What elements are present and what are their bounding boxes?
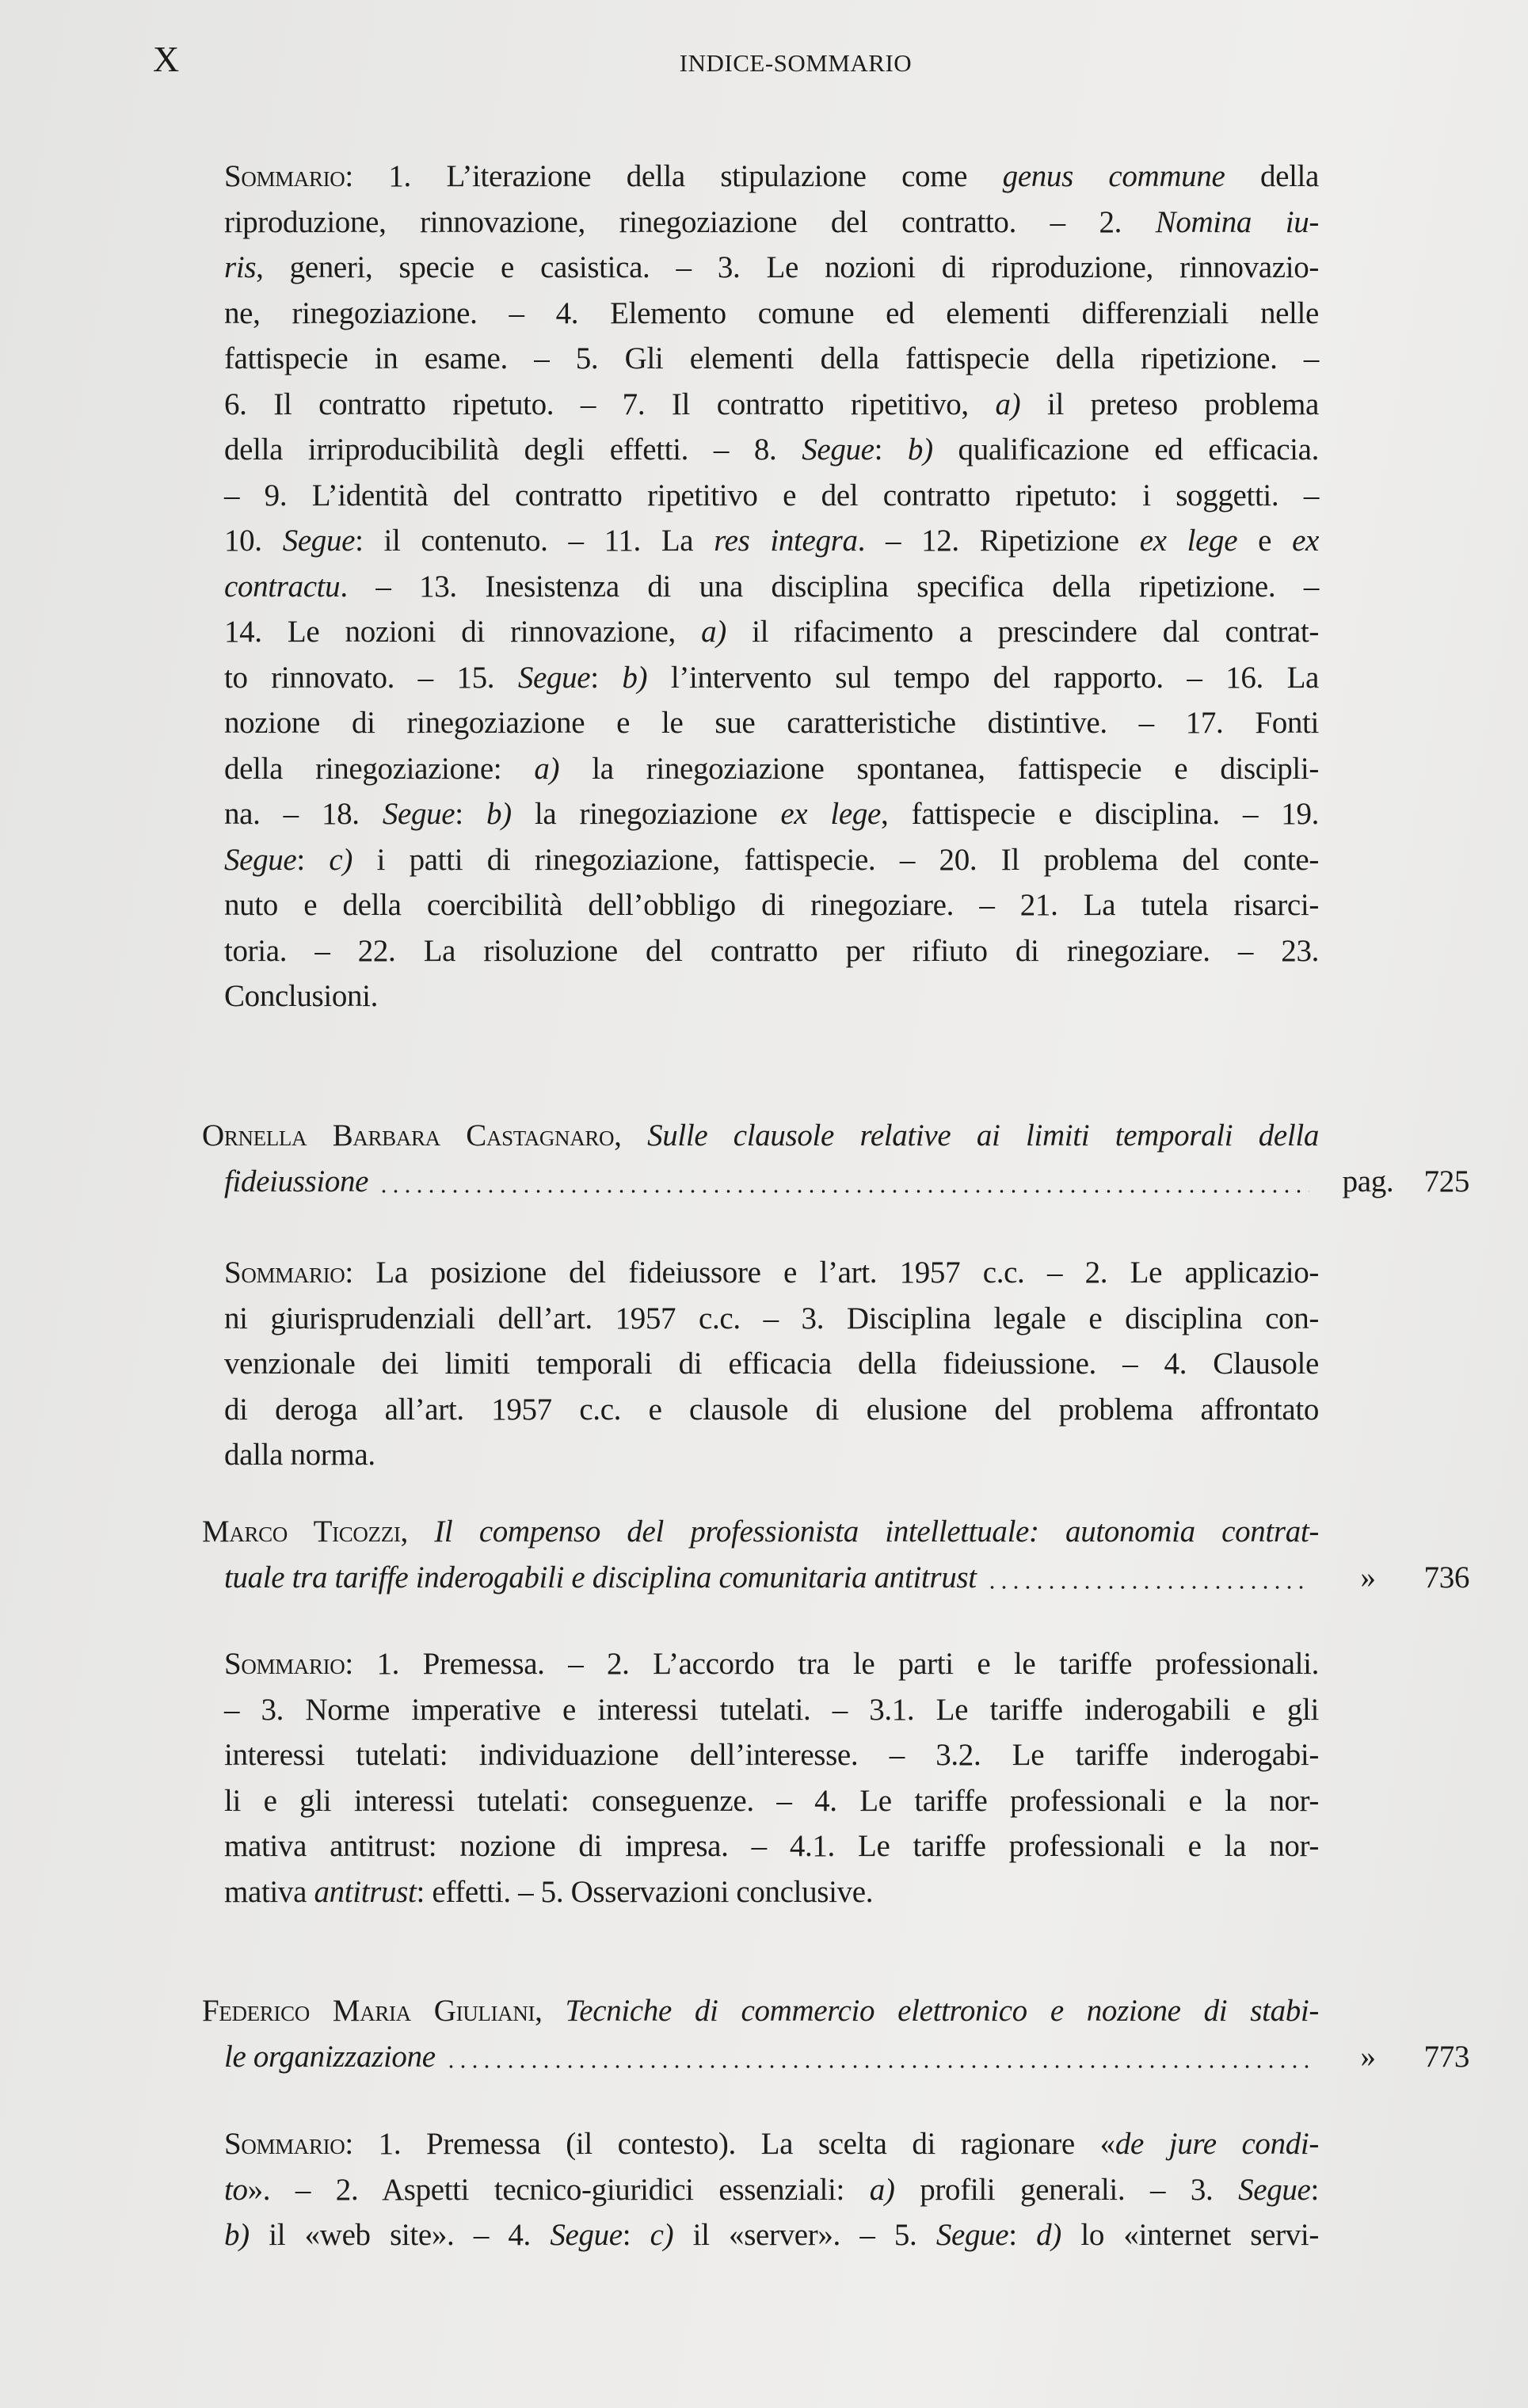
summary-text: . – 12. Ripetizione bbox=[857, 524, 1140, 558]
summary-line bbox=[224, 791, 1319, 837]
summary-text: ex bbox=[1292, 524, 1319, 558]
summary-line bbox=[224, 154, 1319, 200]
summary-line bbox=[224, 928, 1319, 974]
summary-text: il rifacimento a prescindere dal contrat- bbox=[726, 615, 1319, 649]
summary-text: to rinnovato. – 15. bbox=[224, 660, 518, 695]
summary-text: lo «internet servi- bbox=[1061, 2218, 1319, 2252]
summary-line bbox=[224, 518, 1319, 564]
summary-label: Sommario bbox=[224, 1647, 345, 1681]
summary-line bbox=[224, 882, 1319, 928]
summary-text: Segue bbox=[935, 2218, 1009, 2252]
entry-title-continuation bbox=[202, 1555, 1469, 1601]
summary-line bbox=[224, 1432, 1319, 1478]
summary-line bbox=[224, 1341, 1319, 1387]
running-header: INDICE-SOMMARIO bbox=[679, 49, 913, 77]
summary-line bbox=[224, 973, 1319, 1019]
summary-text: la rinegoziazione bbox=[511, 797, 781, 831]
summary-text: : il contenuto. – 11. La bbox=[355, 524, 714, 558]
entry-title: Tecniche di commercio elettronico e nozione di stabi- bbox=[565, 1994, 1319, 2028]
summary-text: Segue bbox=[517, 660, 591, 695]
summary-text: a) bbox=[701, 615, 726, 649]
summary-text: nozione di rinegoziazione e le sue caratteristiche distintive. – 17. Fonti bbox=[224, 706, 1319, 740]
summary-text: , generi, specie e casistica. – 3. Le nozioni di riproduzione, rinnovazio- bbox=[256, 250, 1319, 284]
summary-text: li e gli interessi tutelati: conseguenze. – 4. Le tariffe professionali e la nor- bbox=[224, 1783, 1319, 1818]
summary-text: antitrust bbox=[314, 1874, 417, 1909]
summary-text: genus commune bbox=[1002, 159, 1225, 193]
entry-author: Marco Ticozzi bbox=[202, 1515, 401, 1549]
entry-title-line bbox=[202, 1509, 1319, 1555]
summary-text: – 3. Norme imperative e interessi tutelati. – 3.1. Le tariffe inderogabili e gli bbox=[224, 1692, 1319, 1727]
summary-text: dalla norma. bbox=[224, 1438, 375, 1472]
summary-label: Sommario bbox=[224, 1255, 345, 1290]
entry-author: Federico Maria Giuliani bbox=[202, 1994, 535, 2028]
summary-text: : bbox=[1310, 2172, 1320, 2207]
entry-page-number: 725 bbox=[1423, 1164, 1469, 1198]
summary-line bbox=[224, 1869, 1319, 1915]
entry-title-line bbox=[202, 1988, 1319, 2034]
entry-page-number: 773 bbox=[1423, 2039, 1469, 2074]
summary-block bbox=[224, 154, 1319, 1019]
summary-text: b) bbox=[907, 432, 933, 467]
summary-text: de jure condi- bbox=[1115, 2127, 1320, 2161]
summary-text: Segue bbox=[550, 2218, 623, 2252]
entry-author: Ornella Barbara Castagnaro bbox=[202, 1118, 615, 1153]
summary-text: a) bbox=[869, 2172, 895, 2207]
summary-text: e bbox=[1237, 524, 1293, 558]
summary-text: : bbox=[590, 660, 623, 695]
summary-line bbox=[224, 2121, 1319, 2167]
summary-text: : bbox=[296, 842, 330, 877]
entry-title: le organizzazione bbox=[224, 2039, 436, 2074]
summary-line bbox=[224, 382, 1319, 428]
summary-text: 14. Le nozioni di rinnovazione, bbox=[224, 615, 702, 649]
summary-text: na. – 18. bbox=[224, 797, 383, 831]
summary-text: . – 13. Inesistenza di una disciplina specifica della ripetizione. – bbox=[340, 569, 1319, 604]
summary-line bbox=[224, 1296, 1319, 1342]
summary-text: c) bbox=[329, 842, 353, 877]
entry-title: tuale tra tariffe inderogabili e disciplina comunitaria antitrust bbox=[224, 1560, 977, 1595]
summary-text: contractu bbox=[224, 569, 341, 604]
summary-line bbox=[224, 700, 1319, 746]
summary-text: Segue bbox=[1238, 2172, 1311, 2207]
summary-line bbox=[224, 1732, 1319, 1778]
summary-line bbox=[224, 1687, 1319, 1733]
summary-text: b) bbox=[224, 2218, 250, 2252]
summary-text: : La posizione del fideiussore e l’art. 1957 c.c. – 2. Le applicazio- bbox=[345, 1255, 1319, 1290]
summary-text: : 1. L’iterazione della stipulazione come bbox=[345, 159, 1003, 193]
entry-title-line bbox=[202, 1113, 1319, 1159]
dot-leader bbox=[378, 1190, 1309, 1193]
summary-text: profili generali. – 3. bbox=[894, 2172, 1239, 2207]
summary-text: della bbox=[1225, 159, 1319, 193]
summary-text: la rinegoziazione spontanea, fattispecie e discipli- bbox=[559, 751, 1319, 786]
summary-text: b) bbox=[622, 660, 648, 695]
page-number: X bbox=[153, 39, 180, 79]
toc-entry bbox=[202, 1988, 1469, 2079]
summary-label: Sommario bbox=[224, 2127, 345, 2161]
summary-text: venzionale dei limiti temporali di efficacia della fideiussione. – 4. Clausole bbox=[224, 1347, 1319, 1381]
summary-line bbox=[224, 1250, 1319, 1296]
summary-text: della irriproducibilità degli effetti. – 8. bbox=[224, 432, 802, 467]
summary-line bbox=[224, 291, 1319, 337]
summary-line bbox=[224, 564, 1319, 610]
summary-text: mativa bbox=[224, 1874, 314, 1909]
entry-separator: , bbox=[614, 1118, 648, 1153]
summary-block bbox=[224, 1250, 1319, 1478]
summary-text: Conclusioni. bbox=[224, 979, 379, 1013]
summary-text: Segue bbox=[282, 524, 356, 558]
summary-text: : 1. Premessa (il contesto). La scelta di ragionare « bbox=[345, 2127, 1115, 2161]
summary-text: 10. bbox=[224, 524, 283, 558]
entry-title-continuation bbox=[202, 2034, 1469, 2080]
summary-line bbox=[224, 200, 1319, 246]
page-marker: pag. bbox=[1342, 1164, 1394, 1198]
summary-text: to bbox=[224, 2172, 248, 2207]
summary-text: , fattispecie e disciplina. – 19. bbox=[881, 797, 1320, 831]
summary-line bbox=[224, 1778, 1319, 1824]
summary-line bbox=[224, 655, 1319, 701]
summary-text: il «server». – 5. bbox=[673, 2218, 936, 2252]
summary-text: l’intervento sul tempo del rapporto. – 16. La bbox=[647, 660, 1320, 695]
summary-line bbox=[224, 2212, 1319, 2258]
summary-text: – 9. L’identità del contratto ripetitivo e del contratto ripetuto: i soggetti. – bbox=[224, 478, 1319, 512]
entry-title: Sulle clausole relative ai limiti temporali della bbox=[647, 1118, 1319, 1153]
entry-separator: , bbox=[400, 1515, 435, 1549]
summary-text: d) bbox=[1036, 2218, 1061, 2252]
summary-text: interessi tutelati: individuazione dell’interesse. – 3.2. Le tariffe inderogabi- bbox=[224, 1738, 1319, 1772]
summary-text: toria. – 22. La risoluzione del contratto per rifiuto di rinegoziare. – 23. bbox=[224, 933, 1319, 968]
summary-text: : bbox=[874, 432, 908, 467]
summary-text: : bbox=[455, 797, 486, 831]
summary-line bbox=[224, 427, 1319, 473]
summary-line bbox=[224, 2167, 1319, 2213]
entry-page-number: 736 bbox=[1423, 1560, 1469, 1595]
summary-line bbox=[224, 1641, 1319, 1687]
summary-text: il «web site». – 4. bbox=[249, 2218, 551, 2252]
summary-text: della rinegoziazione: bbox=[224, 751, 535, 786]
summary-text: di deroga all’art. 1957 c.c. e clausole di elusione del problema affrontato bbox=[224, 1392, 1319, 1427]
summary-label: Sommario bbox=[224, 159, 345, 193]
summary-line bbox=[224, 1823, 1319, 1869]
summary-text: ». – 2. Aspetti tecnico-giuridici essenziali: bbox=[247, 2172, 870, 2207]
summary-text: Nomina iu- bbox=[1155, 204, 1319, 239]
summary-text: a) bbox=[995, 387, 1021, 421]
summary-text: il preteso problema bbox=[1020, 387, 1319, 421]
summary-line bbox=[224, 746, 1319, 792]
entry-title: Il compenso del professionista intellettuale: autonomia contrat- bbox=[434, 1515, 1319, 1549]
summary-text: ex lege bbox=[780, 797, 881, 831]
summary-text: ne, rinegoziazione. – 4. Elemento comune ed elementi differenziali nelle bbox=[224, 295, 1319, 330]
summary-text: : bbox=[1008, 2218, 1037, 2252]
entry-separator: , bbox=[535, 1994, 566, 2028]
summary-block bbox=[224, 1641, 1319, 1915]
summary-text: b) bbox=[486, 797, 512, 831]
summary-text: Segue bbox=[382, 797, 455, 831]
summary-text: nuto e della coercibilità dell’obbligo di rinegoziare. – 21. La tutela risarci- bbox=[224, 888, 1319, 922]
summary-text: qualificazione ed efficacia. bbox=[932, 432, 1320, 467]
page-marker: » bbox=[1360, 2039, 1376, 2074]
summary-line bbox=[224, 837, 1319, 883]
summary-text: ris bbox=[224, 250, 257, 284]
summary-text: c) bbox=[650, 2218, 674, 2252]
summary-line bbox=[224, 473, 1319, 519]
entry-title: fideiussione bbox=[224, 1164, 369, 1198]
page-marker: » bbox=[1360, 1560, 1376, 1595]
summary-text: : 1. Premessa. – 2. L’accordo tra le parti e le tariffe professionali. bbox=[345, 1647, 1319, 1681]
entry-title-continuation bbox=[202, 1159, 1469, 1205]
summary-text: ex lege bbox=[1139, 524, 1238, 558]
summary-line bbox=[224, 336, 1319, 382]
toc-entry bbox=[202, 1113, 1469, 1204]
summary-text: mativa antitrust: nozione di impresa. – 4.1. Le tariffe professionali e la nor- bbox=[224, 1829, 1319, 1863]
summary-line bbox=[224, 1387, 1319, 1433]
summary-line bbox=[224, 609, 1319, 655]
summary-text: a) bbox=[534, 751, 560, 786]
toc-entry bbox=[202, 1509, 1469, 1600]
summary-text: Segue bbox=[224, 842, 297, 877]
summary-text: fattispecie in esame. – 5. Gli elementi della fattispecie della ripetizione. – bbox=[224, 341, 1319, 375]
dot-leader bbox=[986, 1586, 1309, 1589]
summary-line bbox=[224, 245, 1319, 291]
summary-text: 6. Il contratto ripetuto. – 7. Il contratto ripetitivo, bbox=[224, 387, 996, 421]
summary-text: : effetti. – 5. Osservazioni conclusive. bbox=[416, 1874, 874, 1909]
summary-text: i patti di rinegoziazione, fattispecie. – 20. Il problema del conte- bbox=[352, 842, 1319, 877]
dot-leader bbox=[445, 2065, 1309, 2068]
summary-text: res integra bbox=[714, 524, 858, 558]
summary-text: riproduzione, rinnovazione, rinegoziazione del contratto. – 2. bbox=[224, 204, 1156, 239]
summary-block bbox=[224, 2121, 1319, 2258]
summary-text: ni giurisprudenziali dell’art. 1957 c.c. – 3. Disciplina legale e disciplina con- bbox=[224, 1301, 1319, 1335]
summary-text: Segue bbox=[802, 432, 875, 467]
summary-text: : bbox=[622, 2218, 650, 2252]
